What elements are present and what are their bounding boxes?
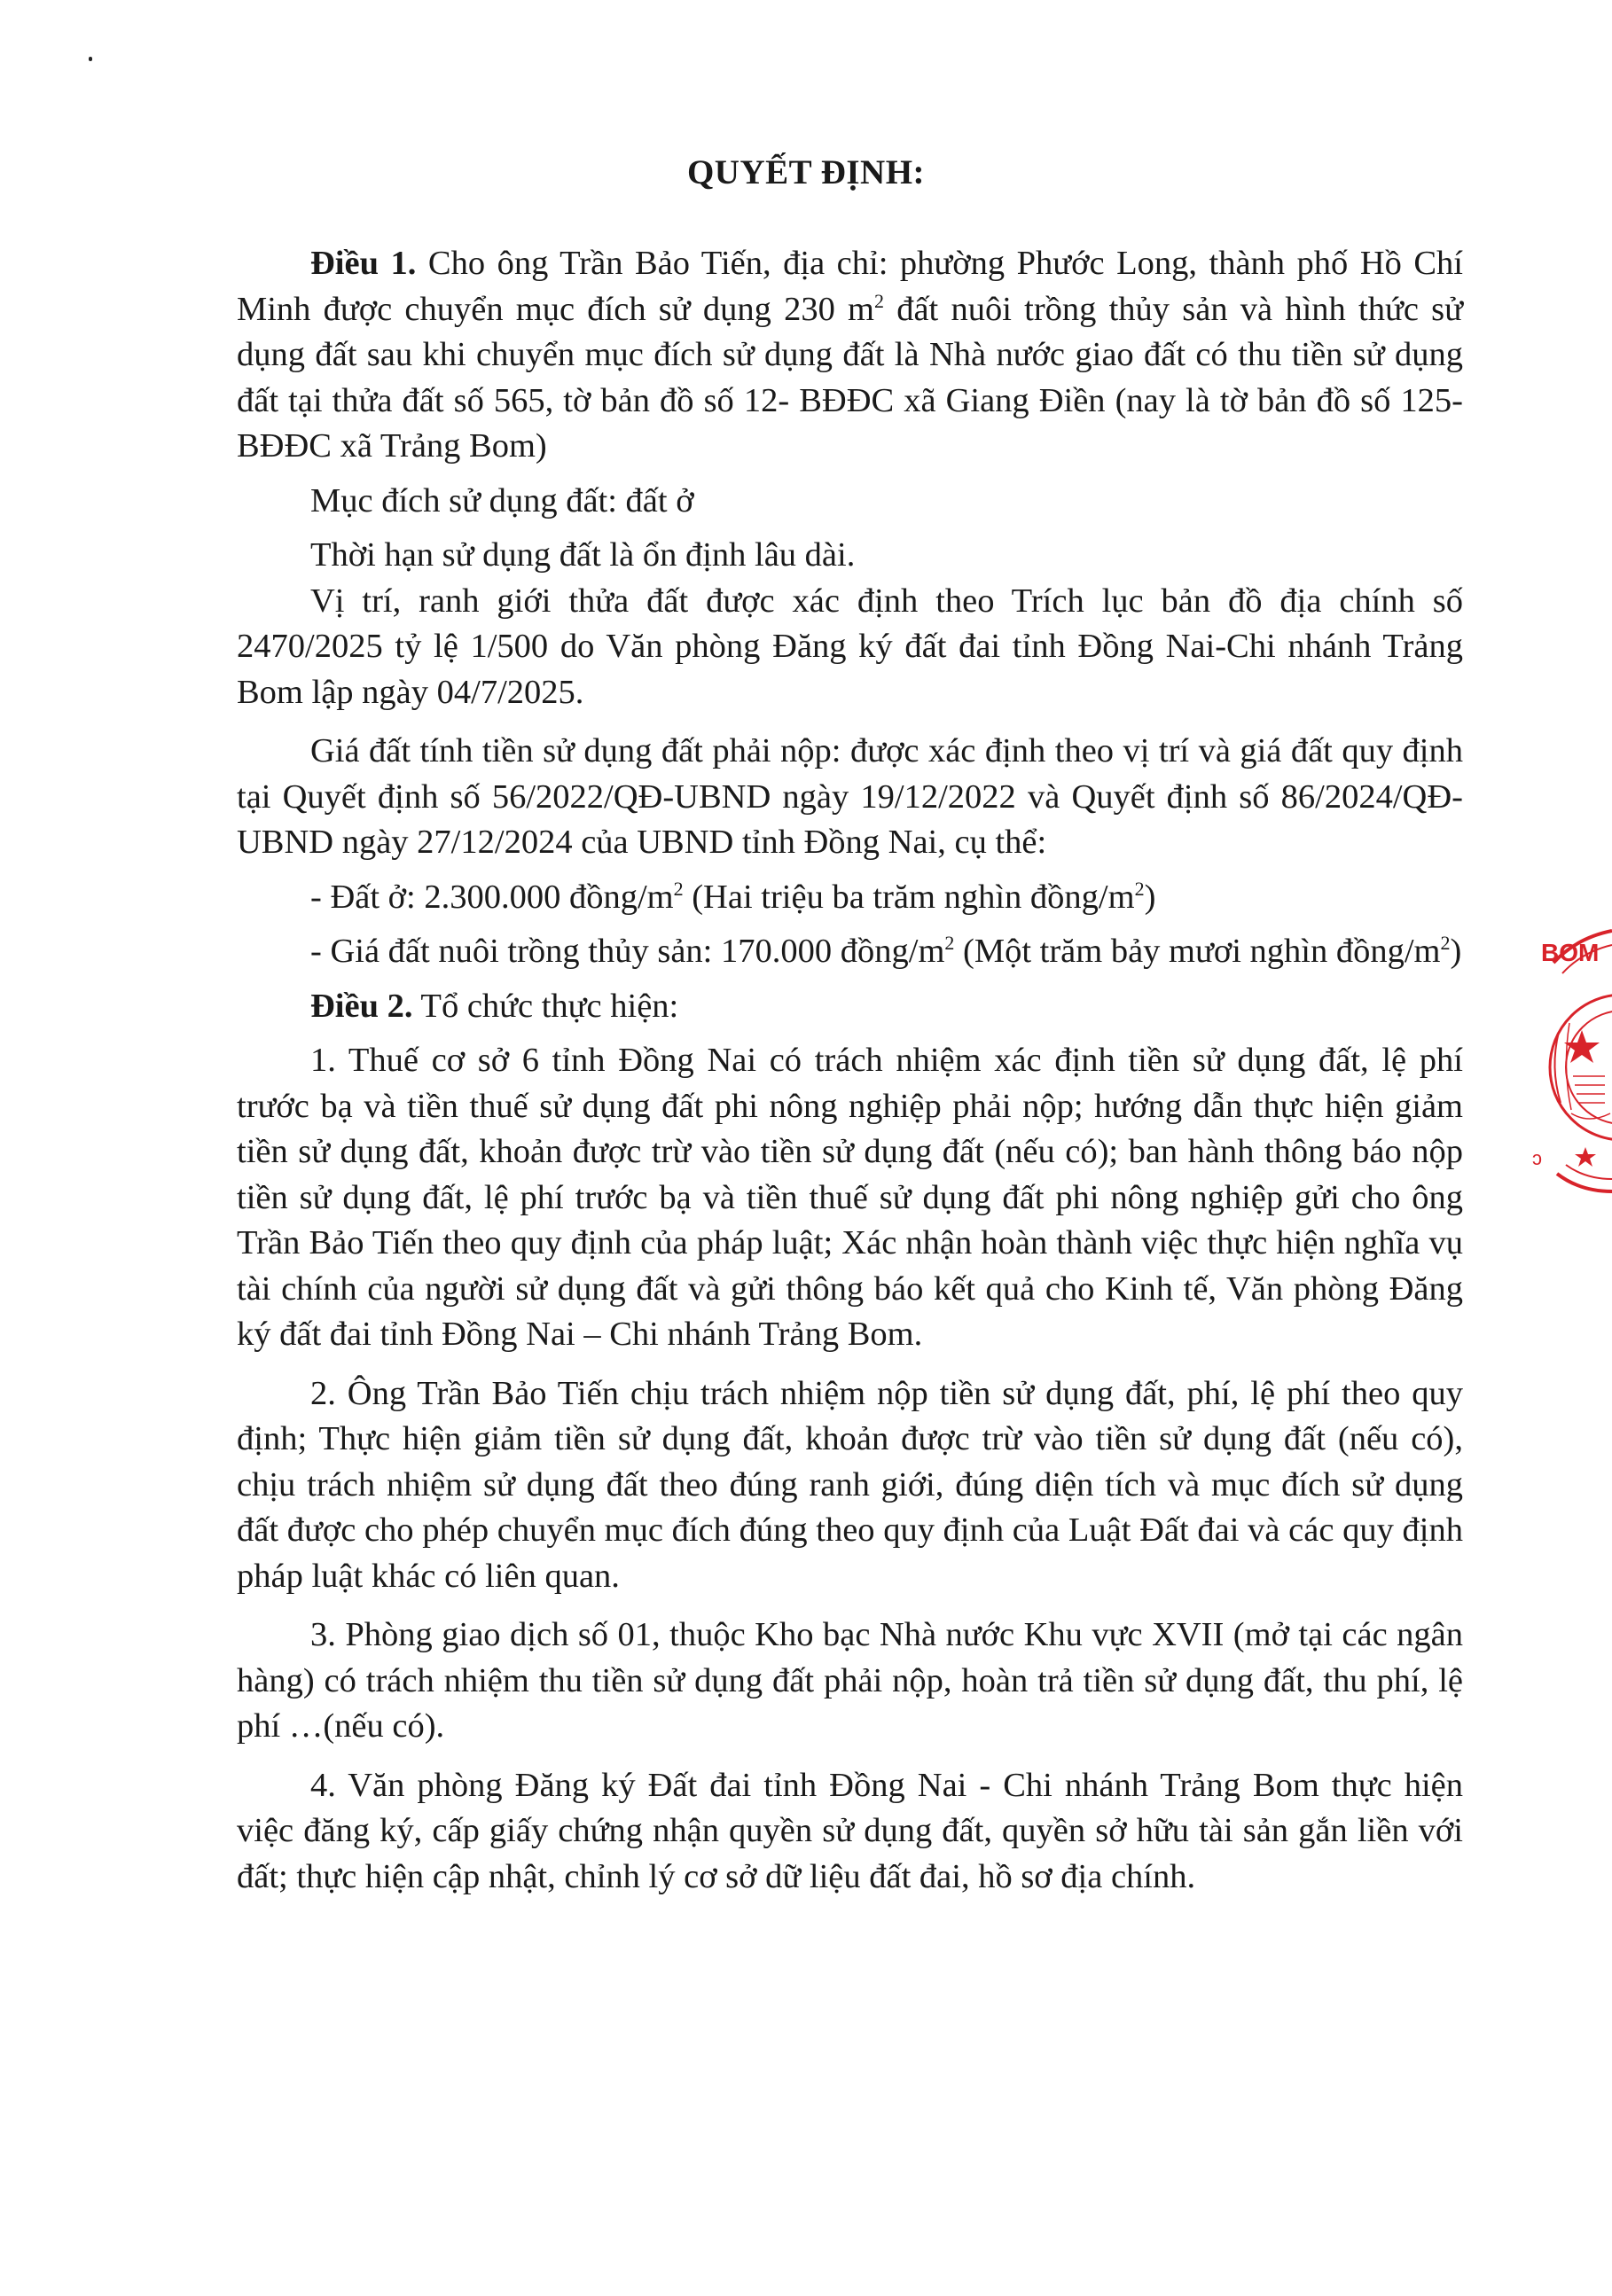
article-2-label: Điều 2. bbox=[310, 987, 413, 1025]
article-2-text: Tổ chức thực hiện: bbox=[412, 987, 679, 1025]
superscript: 2 bbox=[1134, 877, 1145, 900]
land-price-basis: Giá đất tính tiền sử dụng đất phải nộp: được xác định theo vị trí và giá đất quy định tại Quyết định số 56/2022/QĐ-UBND ngày 19/12/2022 và Quyết định số 86/2024/QĐ-UBND ngày 27/12/2024 của UBND tỉnh Đồng Nai, cụ thể: bbox=[237, 732, 1463, 861]
red-seal-fragment bbox=[1523, 925, 1612, 1218]
price-aquaculture-value: - Giá đất nuôi trồng thủy sản: 170.000 đồng/m bbox=[310, 933, 945, 970]
closing-paren: ) bbox=[1144, 878, 1156, 916]
seal-text: BOM bbox=[1541, 939, 1600, 966]
superscript: 2 bbox=[874, 289, 884, 312]
document-body bbox=[237, 241, 1463, 1900]
price-aquaculture bbox=[237, 929, 1463, 975]
article-1-text-cont: đất nuôi trồng thủy sản và hình thức sử dụng đất sau khi chuyển mục đích sử dụng đất là Nhà nước giao đất có thu tiền sử dụng đất tại thửa đất số 565, tờ bản đồ số 12- BĐĐC xã Giang Điền (nay là tờ bản đồ số 125-BĐĐC xã Trảng Bom) bbox=[237, 290, 1463, 465]
decision-heading: QUYẾT ĐỊNH: bbox=[686, 153, 926, 191]
article-2-item-3: 3. Phòng giao dịch số 01, thuộc Kho bạc Nhà nước Khu vực XVII (mở tại các ngân hàng) có trách nhiệm thu tiền sử dụng đất phải nộp, hoàn trả tiền sử dụng đất, thu phí, lệ phí …(nếu có). bbox=[237, 1616, 1463, 1745]
price-residential-words: (Hai triệu ba trăm nghìn đồng/m bbox=[683, 878, 1135, 916]
superscript: 2 bbox=[673, 877, 684, 900]
price-aquaculture-words: (Một trăm bảy mươi nghìn đồng/m bbox=[954, 933, 1441, 970]
article-2-item-2: 2. Ông Trần Bảo Tiến chịu trách nhiệm nộp tiền sử dụng đất, phí, lệ phí theo quy định; Thực hiện giảm tiền sử dụng đất, khoản được trừ vào tiền sử dụng đất (nếu có), chịu trách nhiệm sử dụng đất theo đúng ranh giới, đúng diện tích và mục đích sử dụng đất được cho phép chuyển mục đích đúng theo quy định của Luật Đất đai và các quy định pháp luật khác có liên quan. bbox=[237, 1374, 1463, 1595]
superscript: 2 bbox=[944, 932, 955, 954]
seal-icon bbox=[1523, 925, 1612, 1218]
land-use-purpose: Mục đích sử dụng đất: đất ở bbox=[310, 481, 694, 519]
superscript: 2 bbox=[1440, 932, 1451, 954]
article-1-label: Điều 1. bbox=[310, 245, 417, 282]
article-2-item-4: 4. Văn phòng Đăng ký Đất đai tỉnh Đồng Nai - Chi nhánh Trảng Bom thực hiện việc đăng ký, cấp giấy chứng nhận quyền sử dụng đất, quyền sở hữu tài sản gắn liền với đất; thực hiện cập nhật, chỉnh lý cơ sở dữ liệu đất đai, hồ sơ địa chính. bbox=[237, 1766, 1463, 1895]
parcel-location: Vị trí, ranh giới thửa đất được xác định theo Trích lục bản đồ địa chính số 2470/2025 tỷ lệ 1/500 do Văn phòng Đăng ký đất đai tỉnh Đồng Nai-Chi nhánh Trảng Bom lập ngày 04/7/2025. bbox=[237, 582, 1463, 711]
price-residential-value: - Đất ở: 2.300.000 đồng/m bbox=[310, 878, 674, 916]
article-1-text: Cho ông Trần Bảo Tiến, địa chỉ: phường Phước Long, thành phố Hồ Chí Minh được chuyển mục đích sử dụng 230 m bbox=[237, 245, 1464, 328]
article-2-item-1: 1. Thuế cơ sở 6 tỉnh Đồng Nai có trách nhiệm xác định tiền sử dụng đất, lệ phí trước bạ và tiền thuế sử dụng đất phi nông nghiệp phải nộp; hướng dẫn thực hiện giảm tiền sử dụng đất, khoản được trừ vào tiền sử dụng đất (nếu có); ban hành thông báo nộp tiền sử dụng đất, lệ phí trước bạ và tiền thuế sử dụng đất phi nông nghiệp gửi cho ông Trần Bảo Tiến theo quy định của pháp luật; Xác nhận hoàn thành việc thực hiện nghĩa vụ tài chính của người sử dụng đất và gửi thông báo kết quả cho Kinh tế, Văn phòng Đăng ký đất đai tỉnh Đồng Nai – Chi nhánh Trảng Bom. bbox=[237, 1042, 1463, 1353]
seal-fragment-glyph: ɔ bbox=[1532, 1147, 1542, 1169]
land-use-term: Thời hạn sử dụng đất là ổn định lâu dài. bbox=[310, 536, 856, 574]
price-residential bbox=[237, 875, 1463, 921]
article-2-paragraph bbox=[237, 984, 1463, 1030]
scan-speck bbox=[89, 57, 92, 61]
closing-paren: ) bbox=[1450, 933, 1462, 970]
article-1-paragraph bbox=[237, 241, 1463, 470]
